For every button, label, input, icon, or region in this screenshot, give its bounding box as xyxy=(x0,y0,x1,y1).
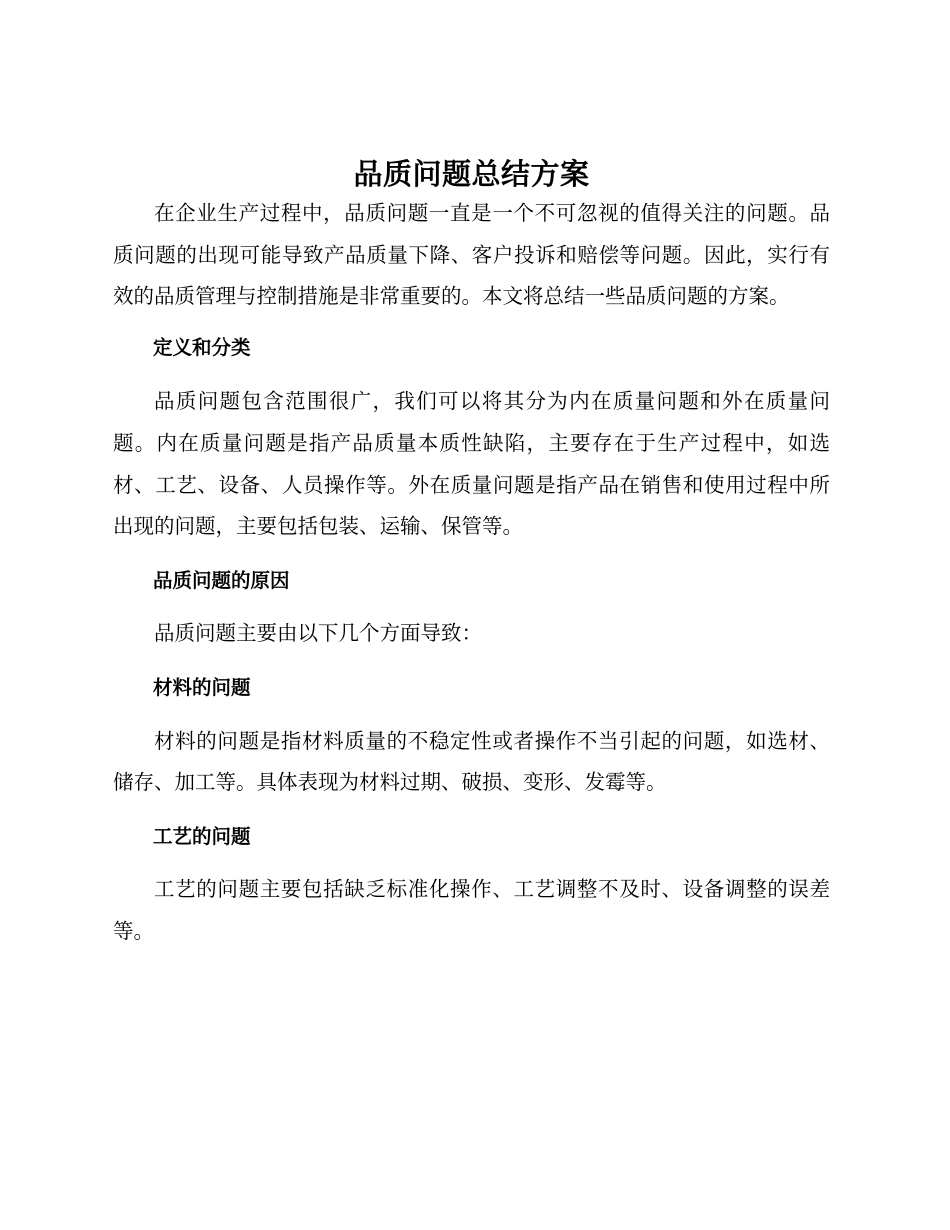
section-heading-definition: 定义和分类 xyxy=(152,335,251,359)
section-body-definition: 品质问题包含范围很广，我们可以将其分为内在质量问题和外在质量问题。内在质量问题是指产品质量本质性缺陷，主要存在于生产过程中，如选材、工艺、设备、人员操作等。外在质量问题是指产品在销售和使用过程中所出现的问题，主要包括包装、运输、保管等。 xyxy=(113,389,830,539)
section-body-causes: 品质问题主要由以下几个方面导致： xyxy=(154,621,482,646)
intro-paragraph: 在企业生产过程中，品质问题一直是一个不可忽视的值得关注的问题。品质问题的出现可能导致产品质量下降、客户投诉和赔偿等问题。因此，实行有效的品质管理与控制措施是非常重要的。本文将总结一些品质问题的方案。 xyxy=(113,201,830,309)
document-page xyxy=(113,148,830,953)
section-body-process: 工艺的问题主要包括缺乏标准化操作、工艺调整不及时、设备调整的误差等。 xyxy=(113,877,830,943)
document-title: 品质问题总结方案 xyxy=(353,157,590,191)
section-heading-materials: 材料的问题 xyxy=(152,675,251,699)
section-heading-causes: 品质问题的原因 xyxy=(152,568,290,592)
section-heading-process: 工艺的问题 xyxy=(152,824,251,848)
section-body-materials: 材料的问题是指材料质量的不稳定性或者操作不当引起的问题，如选材、储存、加工等。具体表现为材料过期、破损、变形、发霉等。 xyxy=(113,728,830,795)
